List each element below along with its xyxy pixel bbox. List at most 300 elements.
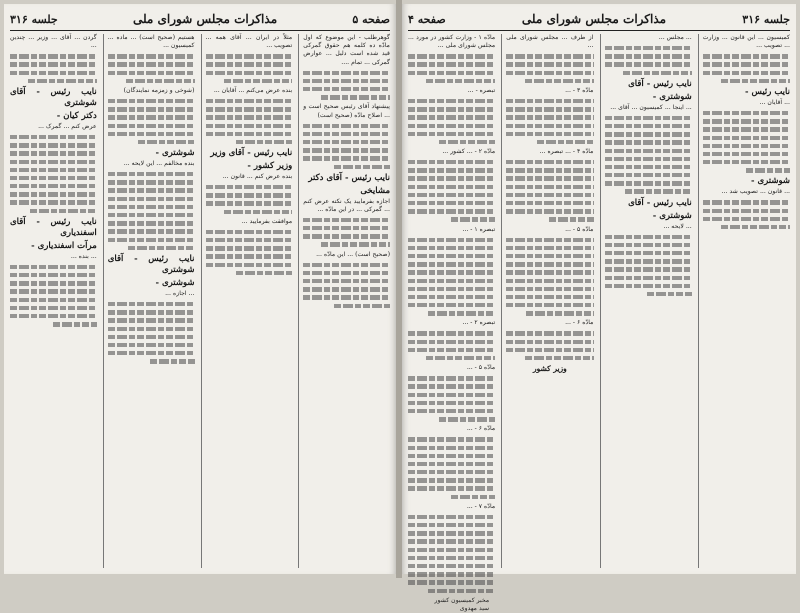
- text-line: [605, 251, 692, 255]
- signature-line: سید مهدوی: [459, 605, 490, 613]
- text-line: [605, 140, 692, 144]
- text-line: [303, 87, 390, 91]
- paragraph: مادّه ۲ - ... کشور ...: [442, 148, 496, 156]
- text-line: [236, 140, 292, 144]
- body-text-lines: [506, 238, 593, 316]
- text-line: [623, 71, 692, 75]
- body-text-lines: [206, 99, 293, 144]
- text-line: [408, 238, 495, 242]
- text-line: [506, 54, 593, 58]
- text-line: [703, 200, 790, 204]
- text-line: [408, 262, 495, 266]
- text-line: [605, 173, 692, 177]
- paragraph: گردن ... آقای ... وزیر ... چندین ...: [10, 34, 97, 50]
- paragraph: ... قانون ... تصویب شد ...: [721, 188, 790, 196]
- text-line: [506, 254, 593, 258]
- text-line: [408, 160, 495, 164]
- text-line: [303, 140, 390, 144]
- text-line: [605, 267, 692, 271]
- text-line: [605, 276, 692, 280]
- body-text-lines: [303, 71, 390, 100]
- text-line: [408, 409, 495, 413]
- text-line: [605, 243, 692, 247]
- text-line: [10, 62, 97, 66]
- paragraph: مادّه ۵ - ...: [466, 364, 496, 372]
- text-line: [408, 462, 495, 466]
- text-line: [408, 572, 495, 576]
- text-line: [321, 95, 390, 99]
- speaker-label: نایب رئیس - آقای شوشتری: [107, 253, 195, 275]
- paragraph: (صحیح است) ... این مادّه ...: [316, 250, 390, 258]
- body-text-lines: [303, 263, 390, 308]
- text-line: [10, 314, 97, 318]
- text-line: [408, 401, 495, 405]
- paragraph: مادّه ۴ - ... تبصره ...: [539, 148, 594, 156]
- text-line: [408, 384, 495, 388]
- text-line: [506, 340, 593, 344]
- text-line: [506, 348, 593, 352]
- body-text-lines: [108, 99, 195, 144]
- text-line: [408, 185, 495, 189]
- text-line: [506, 209, 593, 213]
- text-line: [537, 140, 594, 144]
- text-line: [206, 99, 293, 103]
- text-line: [10, 265, 97, 269]
- text-line: [303, 71, 390, 75]
- text-line: [334, 304, 390, 308]
- paragraph: عرض کنم ... گمرک ...: [38, 122, 97, 130]
- right-col-2: [600, 34, 692, 568]
- paragraph: تبصره ۲ - ...: [462, 319, 496, 327]
- body-text-lines: [206, 54, 293, 83]
- text-line: [408, 270, 495, 274]
- body-text-lines: [206, 230, 293, 275]
- text-line: [303, 156, 390, 160]
- text-line: [321, 242, 390, 246]
- text-line: [206, 132, 293, 136]
- text-line: [206, 263, 293, 267]
- text-line: [506, 185, 593, 189]
- text-line: [408, 531, 495, 535]
- paragraph: ... بنده ...: [70, 252, 97, 260]
- text-line: [625, 189, 692, 193]
- text-line: [605, 54, 692, 58]
- text-line: [408, 209, 495, 213]
- text-line: [605, 157, 692, 161]
- text-line: [703, 71, 790, 75]
- signature-block: [408, 597, 495, 613]
- text-line: [108, 54, 195, 58]
- text-line: [426, 356, 495, 360]
- text-line: [408, 486, 495, 490]
- text-line: [721, 79, 790, 83]
- body-text-lines: [605, 46, 692, 75]
- text-line: [439, 140, 496, 144]
- text-line: [10, 184, 97, 188]
- body-text-lines: [408, 160, 495, 222]
- text-line: [10, 273, 97, 277]
- speaker-label: شوشتری -: [155, 148, 195, 159]
- text-line: [206, 230, 293, 234]
- text-line: [605, 165, 692, 169]
- text-line: [408, 340, 495, 344]
- text-line: [408, 99, 495, 103]
- text-line: [703, 119, 790, 123]
- text-line: [408, 71, 495, 75]
- text-line: [108, 180, 195, 184]
- paragraph: کمیسیون ... این قانون ... وزارت ... تصویب ...: [702, 34, 790, 50]
- text-line: [150, 359, 194, 363]
- paragraph: گوهرطلب - این موضوع که اول مادّه ده کلمه هم حقوق گمرکی قید شده است دلیل ... عوارض گمرکی ... تمام ....: [303, 34, 390, 66]
- speaker-label: نایب رئیس - آقای اسفندیاری: [10, 216, 97, 238]
- text-line: [128, 246, 195, 250]
- paragraph: مثلاً در ایران ... آقای همه ... تصویب ...: [205, 34, 293, 50]
- text-line: [303, 124, 390, 128]
- speaker-label: نایب رئیس - آقای شوشتری: [10, 86, 97, 108]
- speaker-label: نایب رئیس - آقای: [628, 197, 692, 208]
- text-line: [10, 298, 97, 302]
- paragraph: از طرف ... مجلس شورای ملی ...: [506, 34, 594, 50]
- right-col-4: [408, 34, 496, 613]
- paragraph: هستیم (صحیح است) ... ماده ... کمیسیون ...: [107, 34, 195, 50]
- text-line: [605, 132, 692, 136]
- text-line: [506, 99, 593, 103]
- body-text-lines: [408, 99, 495, 144]
- text-line: [10, 200, 97, 204]
- text-line: [605, 116, 692, 120]
- speaker-label: شوشتری -: [750, 176, 790, 187]
- left-col-4: [10, 34, 97, 568]
- text-line: [408, 287, 495, 291]
- left-page-number: صفحه ۵: [352, 12, 390, 26]
- text-line: [10, 289, 97, 293]
- right-col-1: [698, 34, 790, 568]
- text-line: [506, 246, 593, 250]
- body-text-lines: [408, 238, 495, 316]
- text-line: [408, 564, 495, 568]
- text-line: [108, 238, 195, 242]
- text-line: [303, 234, 390, 238]
- text-line: [303, 279, 390, 283]
- text-line: [408, 523, 495, 527]
- text-line: [108, 351, 195, 355]
- text-line: [10, 306, 97, 310]
- body-text-lines: [506, 160, 593, 222]
- paragraph: ... اجازه ...: [165, 289, 195, 297]
- text-line: [30, 209, 97, 213]
- paragraph: بنده عرض کنم ... قانون ...: [222, 173, 293, 181]
- paragraph: ... لایحه ...: [663, 222, 692, 230]
- right-page-number: صفحه ۴: [408, 12, 446, 26]
- text-line: [408, 295, 495, 299]
- text-line: [605, 124, 692, 128]
- body-text-lines: [206, 185, 293, 214]
- text-line: [746, 168, 790, 172]
- paragraph: اجازه بفرمایید یک نکته عرض کنم ... گمرکی ... در این مادّه ...: [303, 197, 390, 213]
- text-line: [108, 197, 195, 201]
- text-line: [605, 181, 692, 185]
- text-line: [506, 279, 593, 283]
- body-text-lines: [506, 54, 593, 83]
- text-line: [408, 348, 495, 352]
- right-col-3: [501, 34, 593, 568]
- paragraph: تبصره - ...: [467, 86, 496, 94]
- text-line: [10, 168, 97, 172]
- text-line: [206, 107, 293, 111]
- body-text-lines: [605, 235, 692, 297]
- speaker-label: دکتر کیان -: [56, 110, 97, 121]
- text-line: [703, 160, 790, 164]
- text-line: [10, 160, 97, 164]
- text-line: [408, 515, 495, 519]
- text-line: [108, 229, 195, 233]
- text-line: [721, 225, 790, 229]
- text-line: [303, 263, 390, 267]
- text-line: [703, 54, 790, 58]
- speaker-label: نایب رئیس - آقای وزیر: [210, 148, 293, 159]
- text-line: [605, 149, 692, 153]
- text-line: [303, 271, 390, 275]
- text-line: [506, 71, 593, 75]
- text-line: [408, 201, 495, 205]
- text-line: [408, 393, 495, 397]
- text-line: [506, 115, 593, 119]
- text-line: [408, 548, 495, 552]
- text-line: [10, 135, 97, 139]
- body-text-lines: [408, 515, 495, 593]
- text-line: [408, 246, 495, 250]
- text-line: [525, 79, 594, 83]
- text-line: [108, 132, 195, 136]
- text-line: [206, 115, 293, 119]
- body-text-lines: [408, 54, 495, 83]
- text-line: [303, 287, 390, 291]
- text-line: [703, 152, 790, 156]
- text-line: [506, 295, 593, 299]
- speaker-label: نایب رئیس - آقای: [628, 78, 692, 89]
- speaker-label: شوشتری -: [652, 91, 692, 102]
- text-line: [506, 193, 593, 197]
- speaker-label: شوشتری -: [155, 277, 195, 288]
- text-line: [108, 62, 195, 66]
- left-page-header: [10, 8, 390, 31]
- text-line: [53, 322, 97, 326]
- paragraph: پیشنهاد آقای رئیس صحیح است و ... اصلاح مادّه (صحیح است): [303, 103, 390, 119]
- text-line: [10, 71, 97, 75]
- right-page-title: مذاکرات مجلس شورای ملی: [521, 12, 667, 26]
- text-line: [408, 279, 495, 283]
- text-line: [506, 303, 593, 307]
- text-line: [303, 295, 390, 299]
- text-line: [236, 271, 292, 275]
- body-text-lines: [10, 54, 97, 83]
- paragraph: ... اینجا ... کمیسیون ... آقای ...: [610, 103, 692, 111]
- text-line: [10, 151, 97, 155]
- text-line: [108, 327, 195, 331]
- text-line: [506, 168, 593, 172]
- speaker-label: وزیر کشور -: [247, 161, 293, 172]
- left-col-2: [201, 34, 293, 568]
- body-text-lines: [408, 437, 495, 499]
- text-line: [108, 335, 195, 339]
- left-page: [4, 4, 396, 574]
- text-line: [703, 209, 790, 213]
- text-line: [408, 176, 495, 180]
- paragraph: مادّه ۳ - ...: [565, 86, 594, 94]
- text-line: [108, 221, 195, 225]
- text-line: [408, 115, 495, 119]
- text-line: [506, 160, 593, 164]
- text-line: [224, 79, 293, 83]
- text-line: [10, 143, 97, 147]
- body-text-lines: [108, 172, 195, 250]
- text-line: [408, 446, 495, 450]
- speaker-label: مرآت اسفندیاری -: [31, 240, 97, 251]
- text-line: [10, 192, 97, 196]
- text-line: [408, 539, 495, 543]
- text-line: [206, 124, 293, 128]
- text-line: [506, 201, 593, 205]
- text-line: [451, 495, 495, 499]
- text-line: [408, 132, 495, 136]
- text-line: [703, 144, 790, 148]
- right-page-columns: [408, 34, 790, 613]
- text-line: [10, 176, 97, 180]
- paragraph: ... آقایان ...: [759, 98, 790, 106]
- text-line: [605, 46, 692, 50]
- body-text-lines: [703, 111, 790, 173]
- text-line: [506, 132, 593, 136]
- body-text-lines: [703, 200, 790, 229]
- text-line: [303, 79, 390, 83]
- text-line: [303, 148, 390, 152]
- body-text-lines: [303, 124, 390, 169]
- text-line: [506, 270, 593, 274]
- text-line: [206, 54, 293, 58]
- text-line: [428, 589, 495, 593]
- body-text-lines: [108, 54, 195, 83]
- text-line: [408, 478, 495, 482]
- text-line: [108, 213, 195, 217]
- body-text-lines: [506, 99, 593, 144]
- text-line: [506, 62, 593, 66]
- text-line: [108, 115, 195, 119]
- text-line: [525, 356, 594, 360]
- text-line: [206, 193, 293, 197]
- text-line: [549, 217, 593, 221]
- body-text-lines: [408, 331, 495, 360]
- text-line: [206, 238, 293, 242]
- paragraph: مادّه ۶ - ...: [466, 425, 496, 433]
- text-line: [426, 79, 495, 83]
- speaker-label: شوشتری -: [652, 210, 692, 221]
- text-line: [703, 62, 790, 66]
- text-line: [108, 343, 195, 347]
- text-line: [605, 62, 692, 66]
- body-text-lines: [10, 265, 97, 327]
- left-session-label: جلسه ۳۱۶: [10, 12, 58, 26]
- paragraph: (شوخی و زمزمه نمایندگان): [123, 86, 195, 94]
- text-line: [108, 310, 195, 314]
- text-line: [108, 205, 195, 209]
- text-line: [108, 302, 195, 306]
- body-text-lines: [108, 302, 195, 364]
- body-text-lines: [408, 376, 495, 421]
- text-line: [408, 470, 495, 474]
- paragraph: مادّه ۱ - وزارت کشور در مورد ... مجلس شورای ملی ...: [408, 34, 496, 50]
- text-line: [10, 281, 97, 285]
- text-line: [408, 124, 495, 128]
- text-line: [605, 235, 692, 239]
- text-line: [206, 201, 293, 205]
- text-line: [428, 311, 495, 315]
- text-line: [206, 71, 293, 75]
- text-line: [408, 437, 495, 441]
- text-line: [506, 287, 593, 291]
- left-page-columns: [10, 34, 390, 568]
- text-line: [108, 71, 195, 75]
- text-line: [703, 136, 790, 140]
- text-line: [303, 132, 390, 136]
- text-line: [408, 331, 495, 335]
- text-line: [506, 176, 593, 180]
- text-line: [408, 254, 495, 258]
- paragraph: مادّه ۵ - ...: [565, 225, 594, 233]
- text-line: [408, 454, 495, 458]
- text-line: [703, 127, 790, 131]
- text-line: [506, 331, 593, 335]
- text-line: [108, 172, 195, 176]
- text-line: [506, 238, 593, 242]
- text-line: [206, 246, 293, 250]
- speaker-label: نایب رئیس - آقای دکتر: [308, 172, 390, 183]
- text-line: [408, 54, 495, 58]
- text-line: [703, 111, 790, 115]
- left-page-title: مذاکرات مجلس شورای ملی: [132, 12, 278, 26]
- text-line: [138, 140, 194, 144]
- text-line: [408, 303, 495, 307]
- text-line: [303, 218, 390, 222]
- text-line: [28, 79, 97, 83]
- signature-line: مخبر کمیسیون کشور: [434, 596, 490, 604]
- text-line: [408, 107, 495, 111]
- text-line: [108, 99, 195, 103]
- text-line: [206, 254, 293, 258]
- left-col-3: [103, 34, 195, 568]
- body-text-lines: [703, 54, 790, 83]
- left-col-1: [298, 34, 390, 568]
- text-line: [506, 107, 593, 111]
- paragraph: تبصره ۱ - ...: [462, 225, 496, 233]
- body-text-lines: [605, 116, 692, 194]
- right-page: [402, 4, 796, 613]
- right-session-label: جلسه ۳۱۶: [742, 12, 790, 26]
- text-line: [506, 124, 593, 128]
- text-line: [439, 417, 496, 421]
- speaker-label: مشایخی: [360, 185, 390, 196]
- body-text-lines: [303, 218, 390, 247]
- section-heading: وزیر کشور: [532, 364, 567, 374]
- text-line: [108, 188, 195, 192]
- text-line: [224, 210, 293, 214]
- text-line: [108, 318, 195, 322]
- paragraph: ... مجلس ...: [658, 34, 692, 41]
- text-line: [108, 124, 195, 128]
- text-line: [303, 226, 390, 230]
- paragraph: مادّه ۷ - ...: [466, 502, 496, 510]
- paragraph: موافقت بفرمایید ...: [241, 217, 293, 225]
- text-line: [408, 62, 495, 66]
